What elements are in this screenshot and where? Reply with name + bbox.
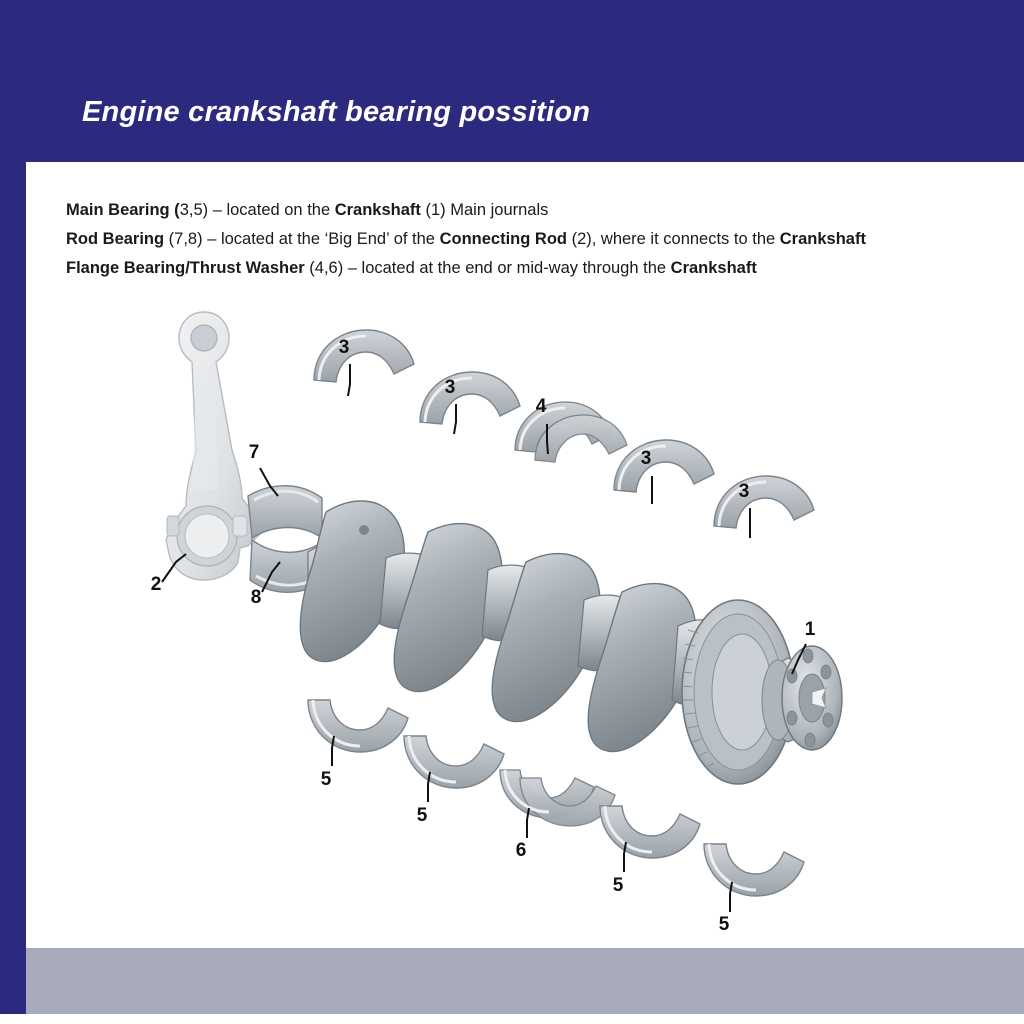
- rod-bearing-term: Rod Bearing: [66, 230, 165, 248]
- callout-5-d: 5: [718, 914, 730, 935]
- rod-bearing-shell-upper: [248, 486, 322, 538]
- footer-band: [26, 948, 1024, 1024]
- rod-bearing-text-2: (2), where it connects to the: [566, 230, 780, 248]
- callout-6: 6: [515, 840, 527, 861]
- description-line-main-bearing: [66, 196, 1006, 225]
- flange-bearing-crankshaft-term: Crankshaft: [670, 259, 757, 277]
- rod-bearing-crankshaft-term: Crankshaft: [779, 230, 866, 248]
- header-band: [26, 0, 1024, 162]
- description-line-flange-bearing: [66, 254, 1006, 283]
- callout-8: 8: [250, 587, 262, 608]
- callout-5-b: 5: [416, 805, 428, 826]
- callout-3-a: 3: [338, 337, 350, 358]
- main-bearing-term: Main Bearing (: [66, 201, 180, 219]
- main-bearing-shell-upper-1: [314, 330, 414, 382]
- description-line-rod-bearing: [66, 225, 1006, 254]
- main-bearing-shell-upper-4: [714, 476, 814, 528]
- rod-bearing-connecting-rod-term: Connecting Rod: [439, 230, 567, 248]
- description-block: [66, 196, 1006, 283]
- flange-bearing-text-1: (4,6) – located at the end or mid-way through the: [304, 259, 671, 277]
- main-bearing-shell-lower-1: [308, 700, 408, 752]
- connecting-rod-part: [166, 312, 262, 580]
- main-bearing-text-1: 3,5) – located on the: [179, 201, 335, 219]
- main-bearing-crankshaft-term: Crankshaft: [334, 201, 421, 219]
- flange-bearing-term: Flange Bearing/Thrust Washer: [66, 259, 305, 277]
- callout-3-c: 3: [640, 448, 652, 469]
- callout-1: 1: [804, 619, 816, 640]
- main-bearing-text-2: (1) Main journals: [420, 201, 549, 219]
- diagram-svg: [26, 300, 1024, 948]
- thrust-washer-lower-set: [500, 770, 615, 826]
- left-accent-bar: [0, 0, 26, 1024]
- rod-bearing-text-1: (7,8) – located at the ‘Big End’ of the: [164, 230, 440, 248]
- main-bearing-shell-lower-4: [704, 844, 804, 896]
- crankshaft-exploded-diagram: [26, 300, 1024, 948]
- callout-5-c: 5: [612, 875, 624, 896]
- page-title: Engine crankshaft bearing possition: [82, 96, 591, 128]
- callout-2: 2: [150, 574, 162, 595]
- callout-5-a: 5: [320, 769, 332, 790]
- main-bearing-shell-lower-2: [404, 736, 504, 788]
- main-bearing-shell-upper-3: [614, 440, 714, 492]
- main-bearing-shell-upper-2: [420, 372, 520, 424]
- footer-bottom-strip: [0, 1014, 1024, 1024]
- main-bearing-shell-lower-3: [600, 806, 700, 858]
- callout-4: 4: [535, 396, 547, 417]
- callout-3-d: 3: [738, 481, 750, 502]
- callout-7: 7: [248, 442, 260, 463]
- callout-3-b: 3: [444, 377, 456, 398]
- thrust-washer-upper-set: [515, 402, 627, 462]
